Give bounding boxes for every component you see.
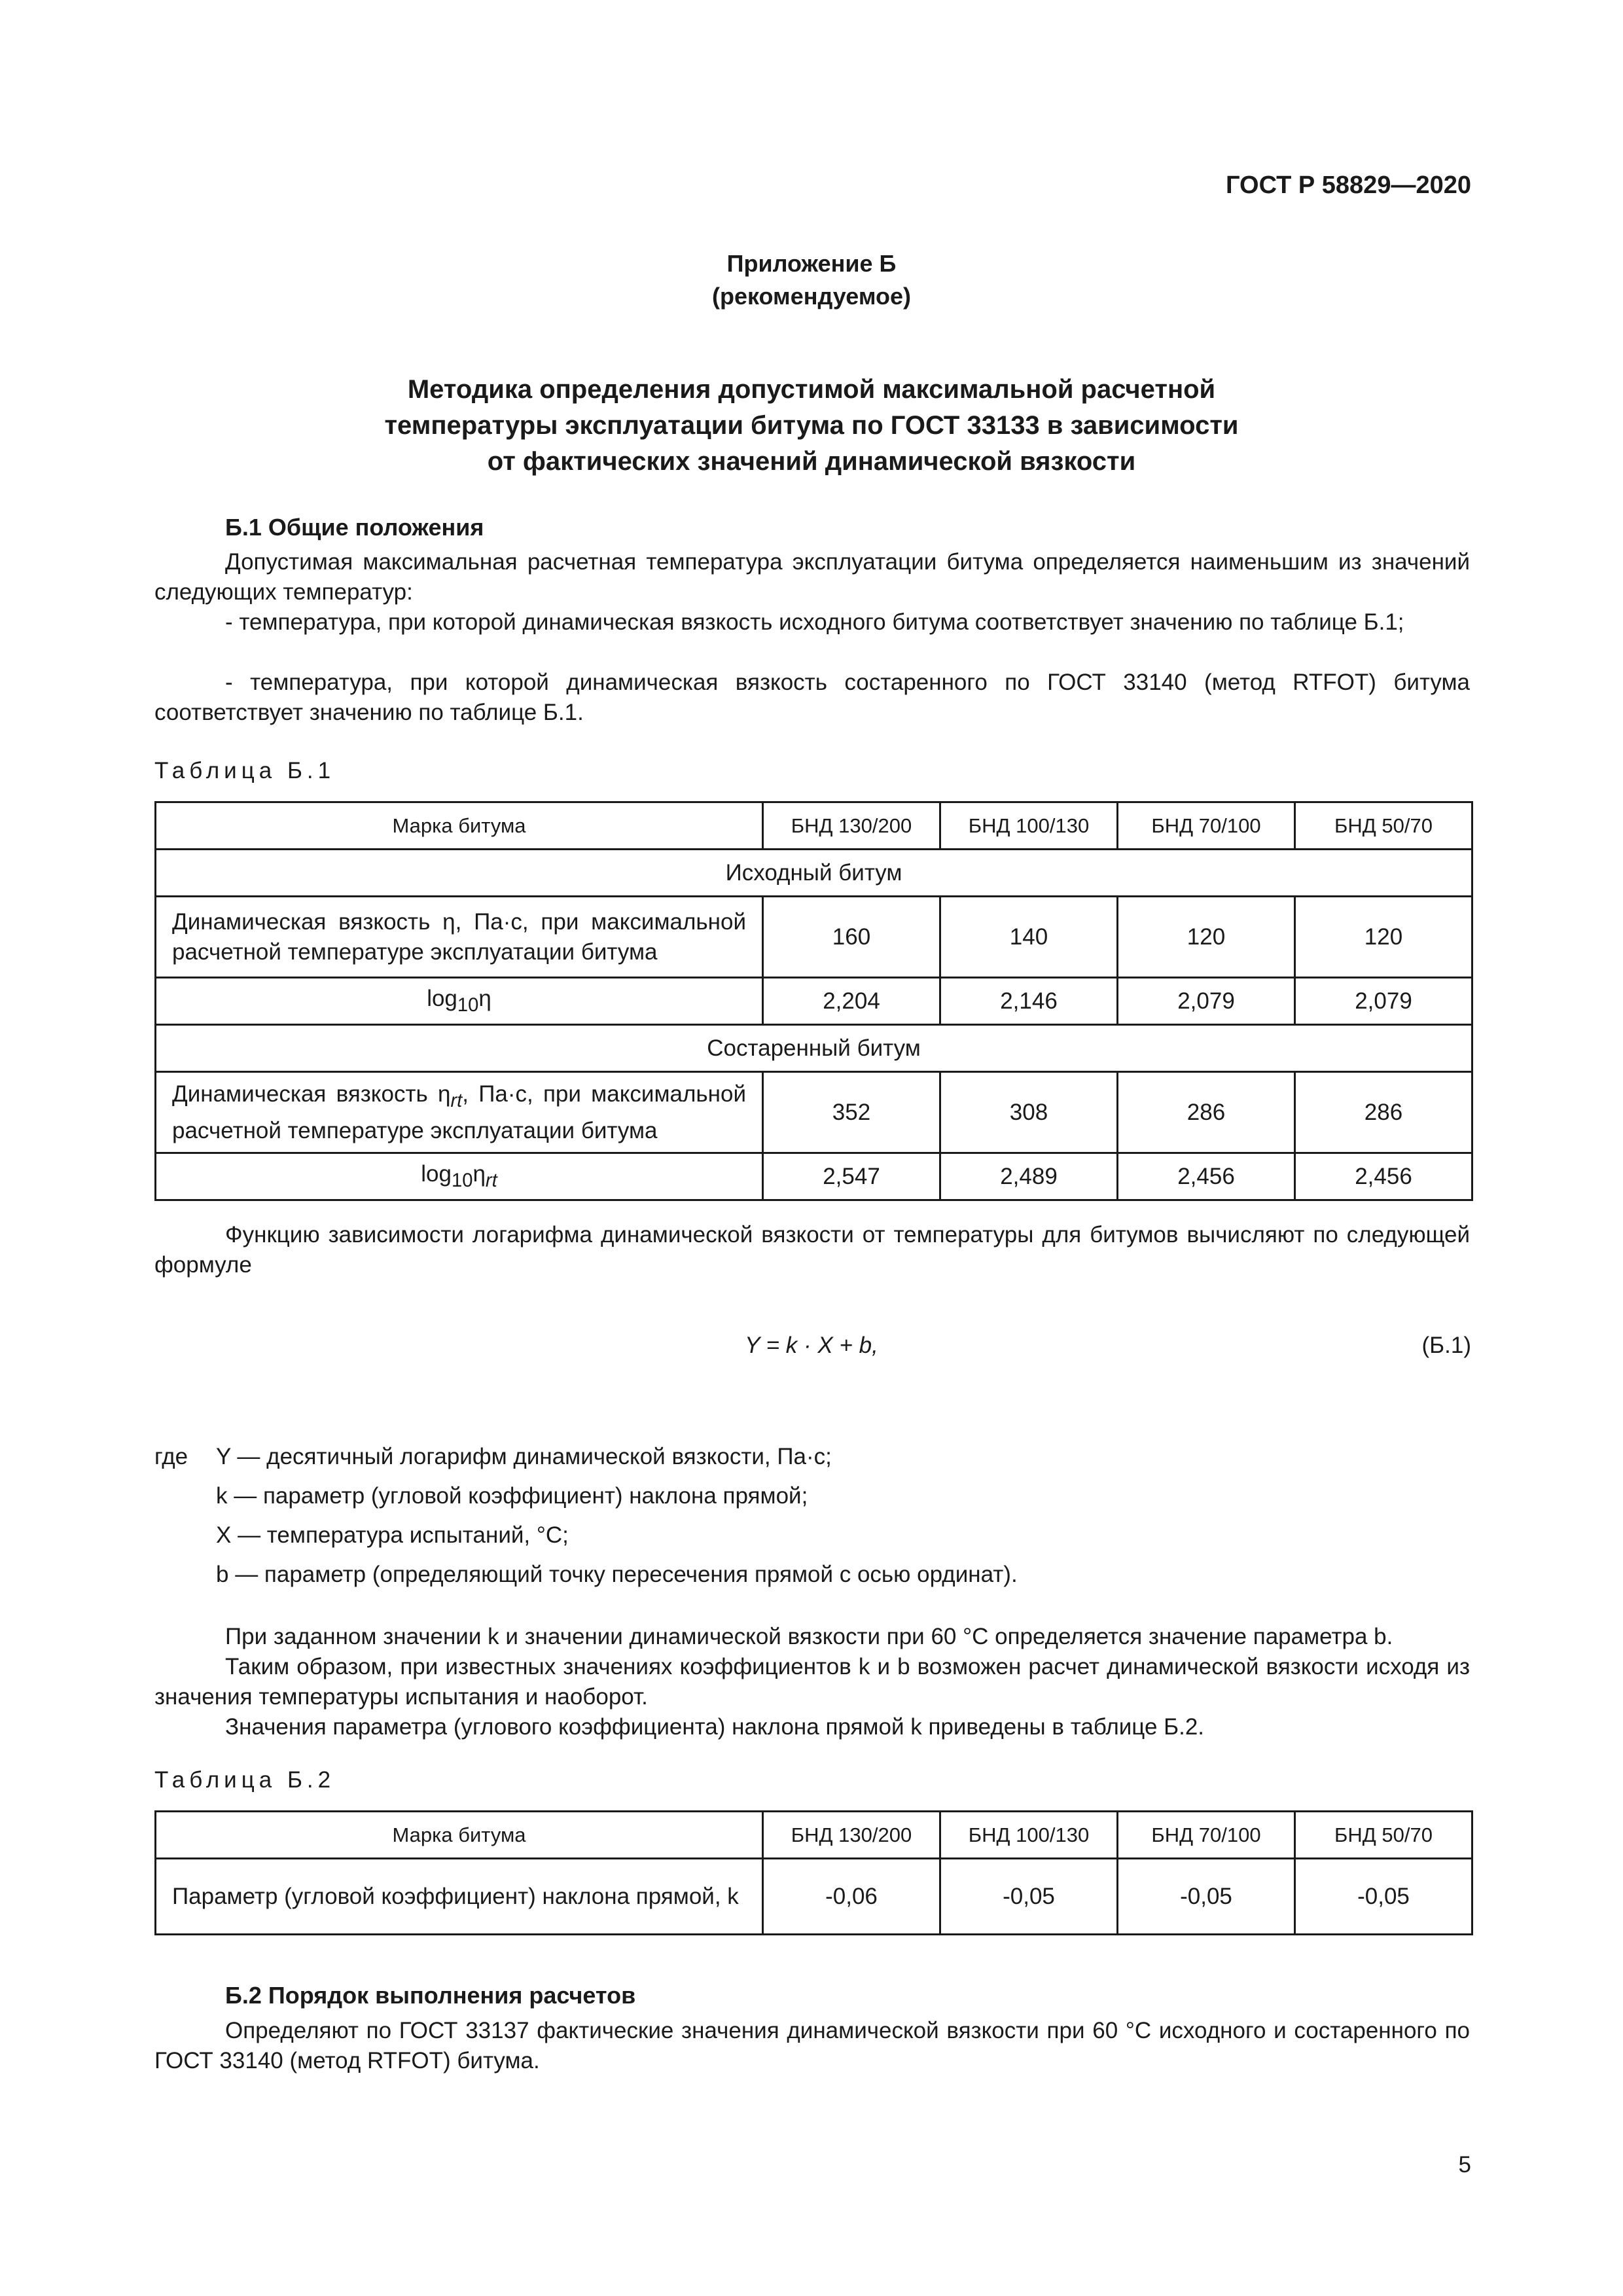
header-cell: БНД 130/200 [763, 802, 940, 850]
document-code: ГОСТ Р 58829—2020 [1226, 171, 1471, 199]
table-cell: 308 [940, 1072, 1118, 1153]
table-cell: 2,489 [940, 1153, 1118, 1200]
table-cell: -0,05 [940, 1859, 1118, 1935]
definition-item: Y — десятичный логарифм динамической вязкости, Па·с; [216, 1444, 832, 1469]
table-cell: 2,204 [763, 978, 940, 1025]
list-item: - температура, при которой динамическая вязкость состаренного по ГОСТ 33140 (метод RTFOT) битума соответствует значению по таблице Б.1. [154, 670, 1470, 725]
header-cell: БНД 50/70 [1295, 802, 1472, 850]
row-label: Динамическая вязкость η, Па·с, при максимальной расчетной температуре эксплуатации битума [156, 897, 763, 978]
table-row [156, 978, 1472, 1025]
table-cell: 2,456 [1295, 1153, 1472, 1200]
definition-item: b — параметр (определяющий точку пересечения прямой с осью ординат). [216, 1562, 1018, 1587]
row-label: Динамическая вязкость $\eta_{rt}$, Па·с, при максимальной расчетной температуре эксплуатации битума [156, 1072, 763, 1153]
table-cell: 120 [1118, 897, 1295, 978]
paragraph: Определяют по ГОСТ 33137 фактические значения динамической вязкости при 60 °С исходного и состаренного по ГОСТ 33140 (метод RTFOT) битума. [154, 2018, 1470, 2073]
table-cell: 160 [763, 897, 940, 978]
list-item: - температура, при которой динамическая вязкость исходного битума соответствует значению по таблице Б.1; [225, 609, 1404, 635]
section-heading-calculation: Б.2 Порядок выполнения расчетов [225, 1982, 636, 2009]
header-cell: БНД 70/100 [1118, 802, 1295, 850]
table-cell: 2,547 [763, 1153, 940, 1200]
row-label: $\log_{10}\eta$ [156, 978, 763, 1025]
table-cell: 286 [1295, 1072, 1472, 1153]
formula: Y = k · X + b, [745, 1333, 878, 1358]
table-cell: 2,079 [1295, 978, 1472, 1025]
table-header-row [156, 1812, 1472, 1859]
table-cell: -0,05 [1118, 1859, 1295, 1935]
table-group-row [156, 1025, 1472, 1072]
table-cell: 120 [1295, 897, 1472, 978]
title-line: от фактических значений динамической вязкости [487, 447, 1136, 476]
table-cell: 2,456 [1118, 1153, 1295, 1200]
title-line: Методика определения допустимой максимальной расчетной [407, 375, 1216, 404]
table-cell: 2,079 [1118, 978, 1295, 1025]
table-row [156, 1072, 1472, 1153]
table-caption: Таблица Б.2 [154, 1767, 336, 1793]
definition-item: k — параметр (угловой коэффициент) наклона прямой; [216, 1483, 808, 1509]
definition-item: X — температура испытаний, °С; [216, 1522, 569, 1548]
slope-table [154, 1810, 1473, 1935]
header-cell: БНД 100/130 [940, 1812, 1118, 1859]
table-caption: Таблица Б.1 [154, 758, 336, 783]
table-cell: -0,06 [763, 1859, 940, 1935]
viscosity-table [154, 801, 1473, 1201]
paragraph: Допустимая максимальная расчетная температура эксплуатации битума определяется наименьшим из значений следующих температур: [154, 549, 1470, 605]
appendix-title [0, 372, 1623, 480]
table-row [156, 897, 1472, 978]
group-cell: Исходный битум [156, 850, 1472, 897]
header-cell: БНД 130/200 [763, 1812, 940, 1859]
row-label: $\log_{10}\eta_{rt}$ [156, 1153, 763, 1200]
paragraph: Таким образом, при известных значениях коэффициентов k и b возможен расчет динамической вязкости исходя из значения температуры испытания и наоборот. [154, 1654, 1470, 1710]
appendix-status: (рекомендуемое) [712, 283, 911, 310]
appendix-heading [0, 247, 1623, 313]
table-row [156, 1859, 1472, 1935]
header-cell: БНД 70/100 [1118, 1812, 1295, 1859]
table-cell: 286 [1118, 1072, 1295, 1153]
table-cell: 140 [940, 897, 1118, 978]
row-label: Параметр (угловой коэффициент) наклона прямой, k [156, 1859, 763, 1935]
paragraph: Функцию зависимости логарифма динамической вязкости от температуры для битумов вычисляют по следующей формуле [154, 1222, 1470, 1278]
table-cell: 352 [763, 1072, 940, 1153]
table-cell: 2,146 [940, 978, 1118, 1025]
page-number: 5 [1458, 2152, 1471, 2178]
paragraph: При заданном значении k и значении динамической вязкости при 60 °С определяется значение параметра b. [225, 1624, 1393, 1649]
table-group-row [156, 850, 1472, 897]
table-row [156, 1153, 1472, 1200]
table-cell: -0,05 [1295, 1859, 1472, 1935]
appendix-label: Приложение Б [726, 250, 897, 277]
paragraph: Значения параметра (углового коэффициента) наклона прямой k приведены в таблице Б.2. [225, 1714, 1205, 1740]
group-cell: Состаренный битум [156, 1025, 1472, 1072]
formula-number: (Б.1) [1421, 1333, 1471, 1358]
table-header-row [156, 802, 1472, 850]
header-cell: Марка битума [156, 1812, 763, 1859]
section-heading-general: Б.1 Общие положения [225, 514, 484, 541]
header-cell: БНД 100/130 [940, 802, 1118, 850]
title-line: температуры эксплуатации битума по ГОСТ 33133 в зависимости [384, 411, 1239, 440]
header-cell: БНД 50/70 [1295, 1812, 1472, 1859]
header-cell: Марка битума [156, 802, 763, 850]
where-label: где [154, 1444, 188, 1469]
